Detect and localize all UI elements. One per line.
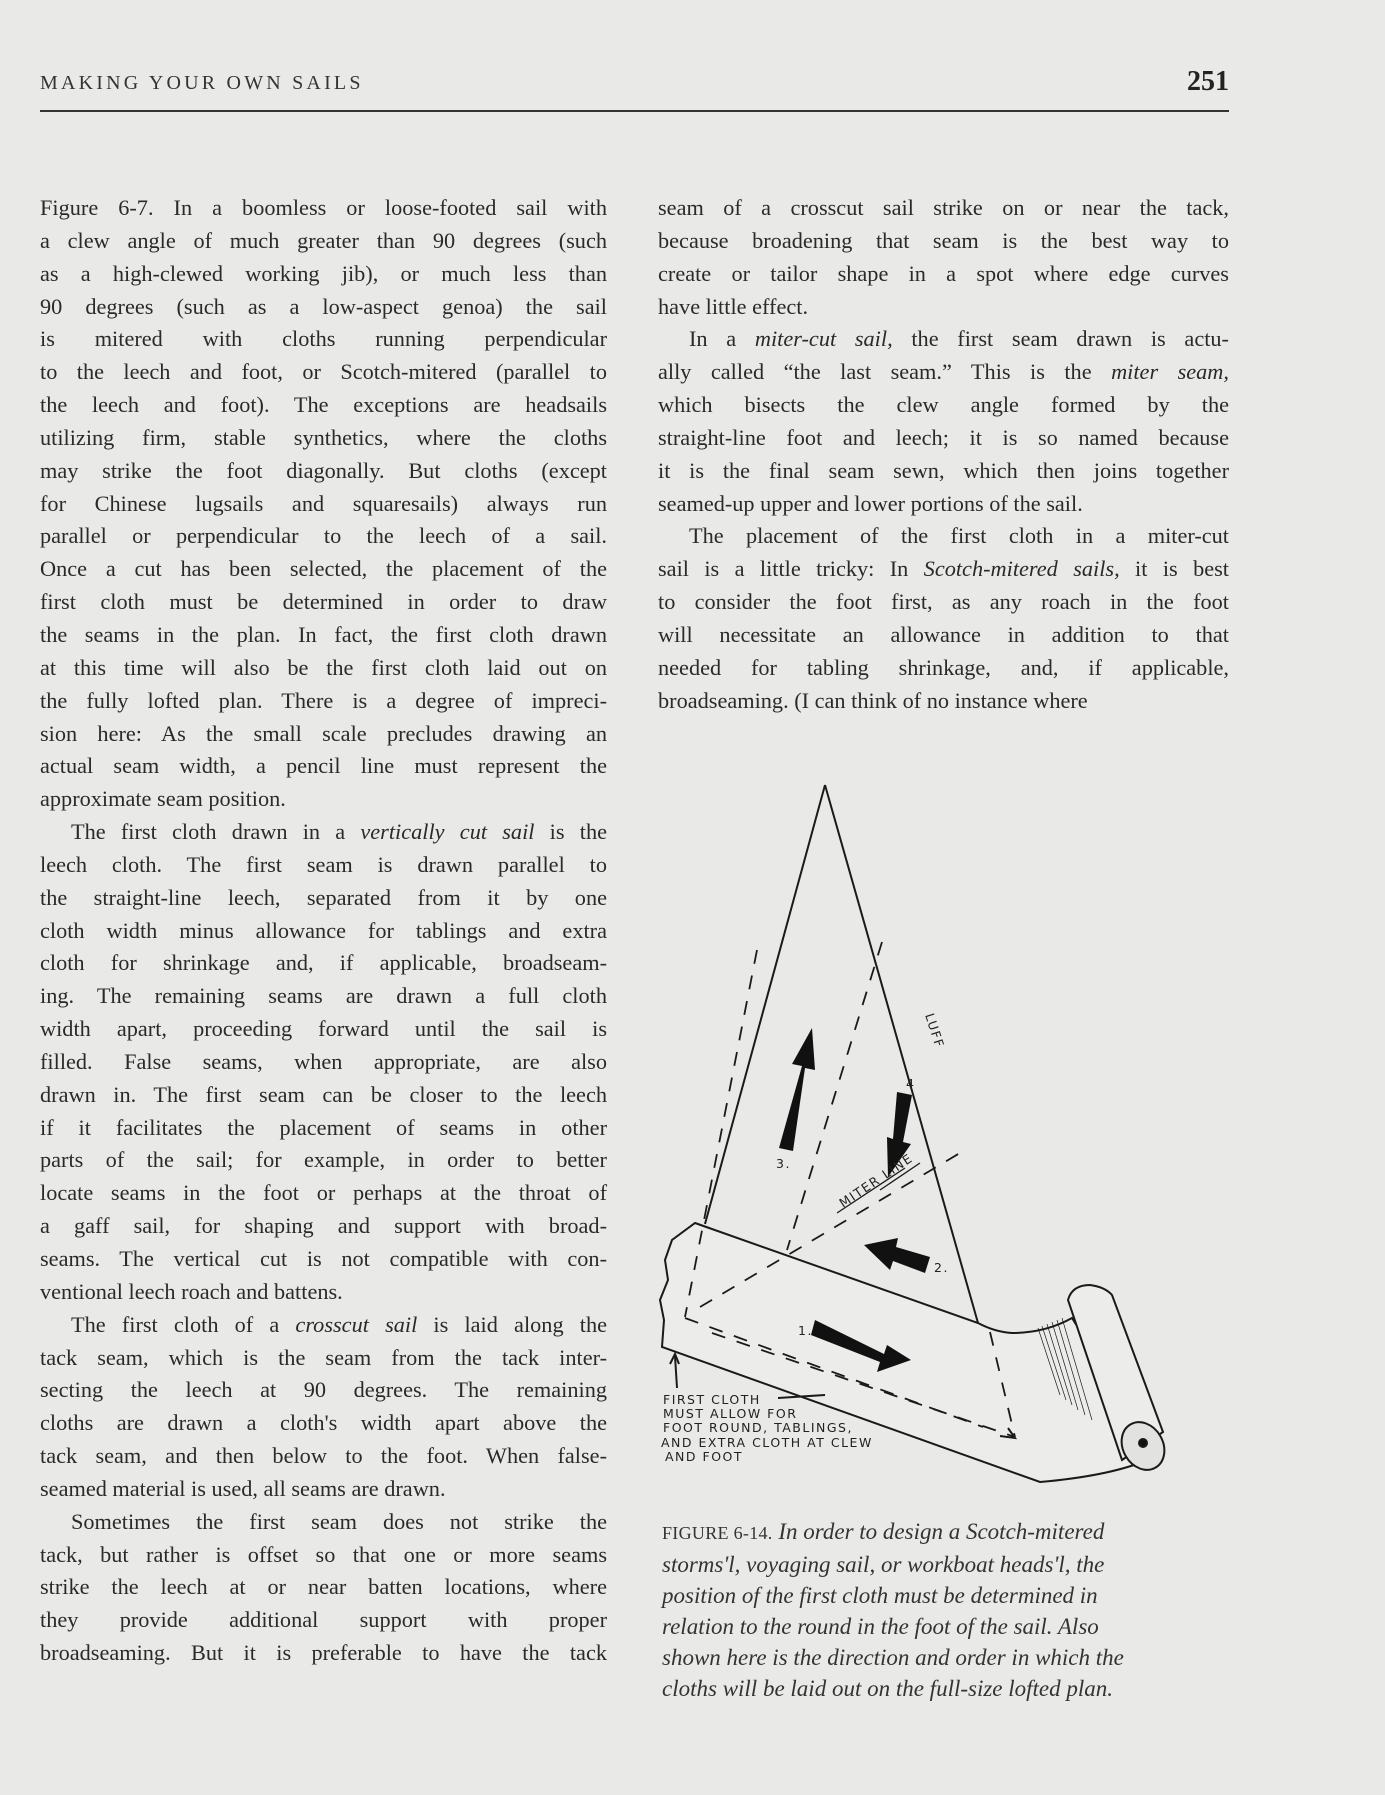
text-segment: the fully lofted plan. There is a degree of impreci-: [40, 687, 607, 713]
text-segment: it is the final seam sewn, which then joins together: [658, 457, 1229, 483]
note-line: AND FOOT: [665, 1449, 744, 1464]
text-segment: at this time will also be the first cloth laid out on: [40, 654, 607, 680]
label-arrow-3: 3.: [776, 1156, 791, 1171]
text-segment: will necessitate an allowance in addition to that: [658, 621, 1229, 647]
caption-line: cloths will be laid out on the full-size lofted plan.: [662, 1676, 1114, 1701]
text-segment: sion here: As the small scale precludes drawing an: [40, 720, 607, 746]
text-segment: needed for tabling shrinkage, and, if applicable,: [658, 654, 1229, 680]
caption-line: shown here is the direction and order in which the: [662, 1645, 1124, 1670]
text-segment: actual seam width, a pencil line must represent the: [40, 753, 607, 779]
note-line: FIRST CLOTH: [663, 1392, 761, 1407]
text-segment: drawn in. The first seam can be closer to the leech: [40, 1081, 607, 1107]
text-segment: Figure 6-7. In a boomless or loose-footed sail with: [40, 195, 607, 220]
running-head: MAKING YOUR OWN SAILS: [40, 72, 364, 94]
page-number: 251: [1187, 66, 1229, 97]
italic-term: vertically cut sail: [360, 819, 535, 845]
text-segment: if it facilitates the placement of seams in other: [40, 1114, 607, 1140]
arrow-3: [779, 1028, 815, 1151]
text-segment: because broadening that seam is the best way to: [658, 227, 1229, 253]
text-segment: to consider the foot first, as any roach in the foot: [658, 589, 1229, 615]
label-arrow-1: 1.: [798, 1323, 813, 1338]
text-segment: filled. False seams, when appropriate, are also: [40, 1048, 607, 1074]
text-segment: The placement of the first cloth in a miter-cut: [689, 523, 1229, 549]
text-segment: cloths are drawn a cloth's width apart above the: [40, 1410, 607, 1436]
text-segment: the leech and foot). The exceptions are headsails: [40, 392, 607, 418]
text-segment: Once a cut has been selected, the placement of the: [40, 556, 607, 582]
leech-line: [705, 785, 825, 1224]
text-segment: ventional leech roach and battens.: [40, 1278, 343, 1304]
caption-label: FIGURE 6-14.: [662, 1523, 773, 1543]
text-segment: seams. The vertical cut is not compatible with con-: [40, 1246, 607, 1271]
text-segment: broadseaming. But it is preferable to have the tack: [40, 1640, 607, 1666]
caption-line: position of the first cloth must be determined in: [662, 1583, 1098, 1608]
arrow-2: [864, 1238, 930, 1273]
text-segment: straight-line foot and leech; it is so named because: [658, 424, 1229, 450]
italic-term: crosscut sail: [295, 1311, 418, 1337]
text-segment: cloth for shrinkage and, if applicable, broadseam-: [40, 950, 607, 976]
label-luff: LUFF: [922, 1011, 948, 1051]
note-line: FOOT ROUND, TABLINGS,: [663, 1420, 853, 1435]
text-segment: the straight-line leech, separated from it by one: [40, 884, 607, 910]
text-segment: Sometimes the first seam does not strike the: [71, 1508, 607, 1534]
text-segment: ing. The remaining seams are drawn a full cloth: [40, 983, 607, 1009]
text-segment: parallel or perpendicular to the leech of a sail.: [40, 523, 607, 549]
text-segment: The first cloth of a: [71, 1311, 296, 1337]
label-miter-line: MITER LINE: [836, 1150, 916, 1211]
text-segment: create or tailor shape in a spot where edge curves: [658, 260, 1229, 286]
text-segment: for Chinese lugsails and squaresails) always run: [40, 490, 607, 516]
text-segment: parts of the sail; for example, in order to better: [40, 1147, 607, 1173]
text-segment: tack, but rather is offset so that one or more seams: [40, 1541, 607, 1567]
text-segment: they provide additional support with proper: [40, 1607, 607, 1633]
label-arrow-2: 2.: [934, 1260, 949, 1275]
caption-line: relation to the round in the foot of the sail. Also: [662, 1614, 1099, 1639]
caption-line: storms'l, voyaging sail, or workboat heads'l, the: [662, 1552, 1105, 1577]
figure-caption: [662, 1516, 1232, 1704]
text-segment: may strike the foot diagonally. But cloths (except: [40, 457, 607, 483]
text-segment: is laid along the: [417, 1311, 607, 1337]
text-segment: In a: [689, 326, 755, 352]
text-segment: a clew angle of much greater than 90 degrees (such: [40, 227, 607, 253]
text-segment: have little effect.: [658, 293, 809, 319]
text-segment: seamed material is used, all seams are drawn.: [40, 1475, 446, 1501]
text-segment: which bisects the clew angle formed by the: [658, 392, 1229, 418]
text-segment: leech cloth. The first seam is drawn parallel to: [40, 851, 607, 877]
text-segment: broadseaming. (I can think of no instance where: [658, 687, 1088, 713]
text-segment: The first cloth drawn in a: [71, 819, 361, 845]
text-segment: the first seam drawn is actu-: [892, 326, 1229, 352]
text-segment: it is best: [1119, 556, 1229, 582]
text-segment: seamed-up upper and lower portions of the sail.: [658, 490, 1083, 516]
text-segment: width apart, proceeding forward until the sail is: [40, 1016, 607, 1042]
italic-term: miter-cut sail,: [754, 326, 893, 352]
text-segment: a gaff sail, for shaping and support with broad-: [40, 1213, 607, 1239]
text-segment: the seams in the plan. In fact, the first cloth drawn: [40, 621, 607, 647]
text-segment: first cloth must be determined in order to draw: [40, 589, 607, 615]
text-segment: tack seam, and then below to the foot. When false-: [40, 1443, 607, 1469]
note-line: MUST ALLOW FOR: [663, 1406, 798, 1421]
text-segment: utilizing firm, stable synthetics, where the cloths: [40, 424, 607, 450]
caption-line: In order to design a Scotch-mitered: [772, 1519, 1105, 1544]
text-segment: is mitered with cloths running perpendicular: [40, 326, 607, 352]
text-segment: locate seams in the foot or perhaps at the throat of: [40, 1180, 607, 1206]
text-segment: approximate seam position.: [40, 786, 286, 812]
text-segment: to the leech and foot, or Scotch-mitered (parallel to: [40, 359, 607, 385]
text-segment: ally called “the last seam.” This is the: [658, 359, 1112, 385]
text-segment: seam of a crosscut sail strike on or near the tack,: [658, 195, 1229, 220]
text-segment: is the: [534, 819, 608, 845]
text-segment: as a high-clewed working jib), or much less than: [40, 260, 607, 286]
label-arrow-4: 4: [906, 1076, 916, 1091]
text-segment: sail is a little tricky: In: [658, 556, 924, 582]
note-line: AND EXTRA CLOTH AT CLEW: [661, 1435, 873, 1450]
italic-term: Scotch-mitered sails,: [923, 556, 1120, 582]
text-segment: strike the leech at or near batten locations, where: [40, 1574, 607, 1600]
text-segment: secting the leech at 90 degrees. The remaining: [40, 1377, 607, 1403]
italic-term: miter seam,: [1111, 359, 1229, 385]
text-segment: 90 degrees (such as a low-aspect genoa) the sail: [40, 293, 607, 319]
text-segment: cloth width minus allowance for tablings and extra: [40, 917, 607, 943]
text-segment: tack seam, which is the seam from the tack inter-: [40, 1344, 607, 1370]
